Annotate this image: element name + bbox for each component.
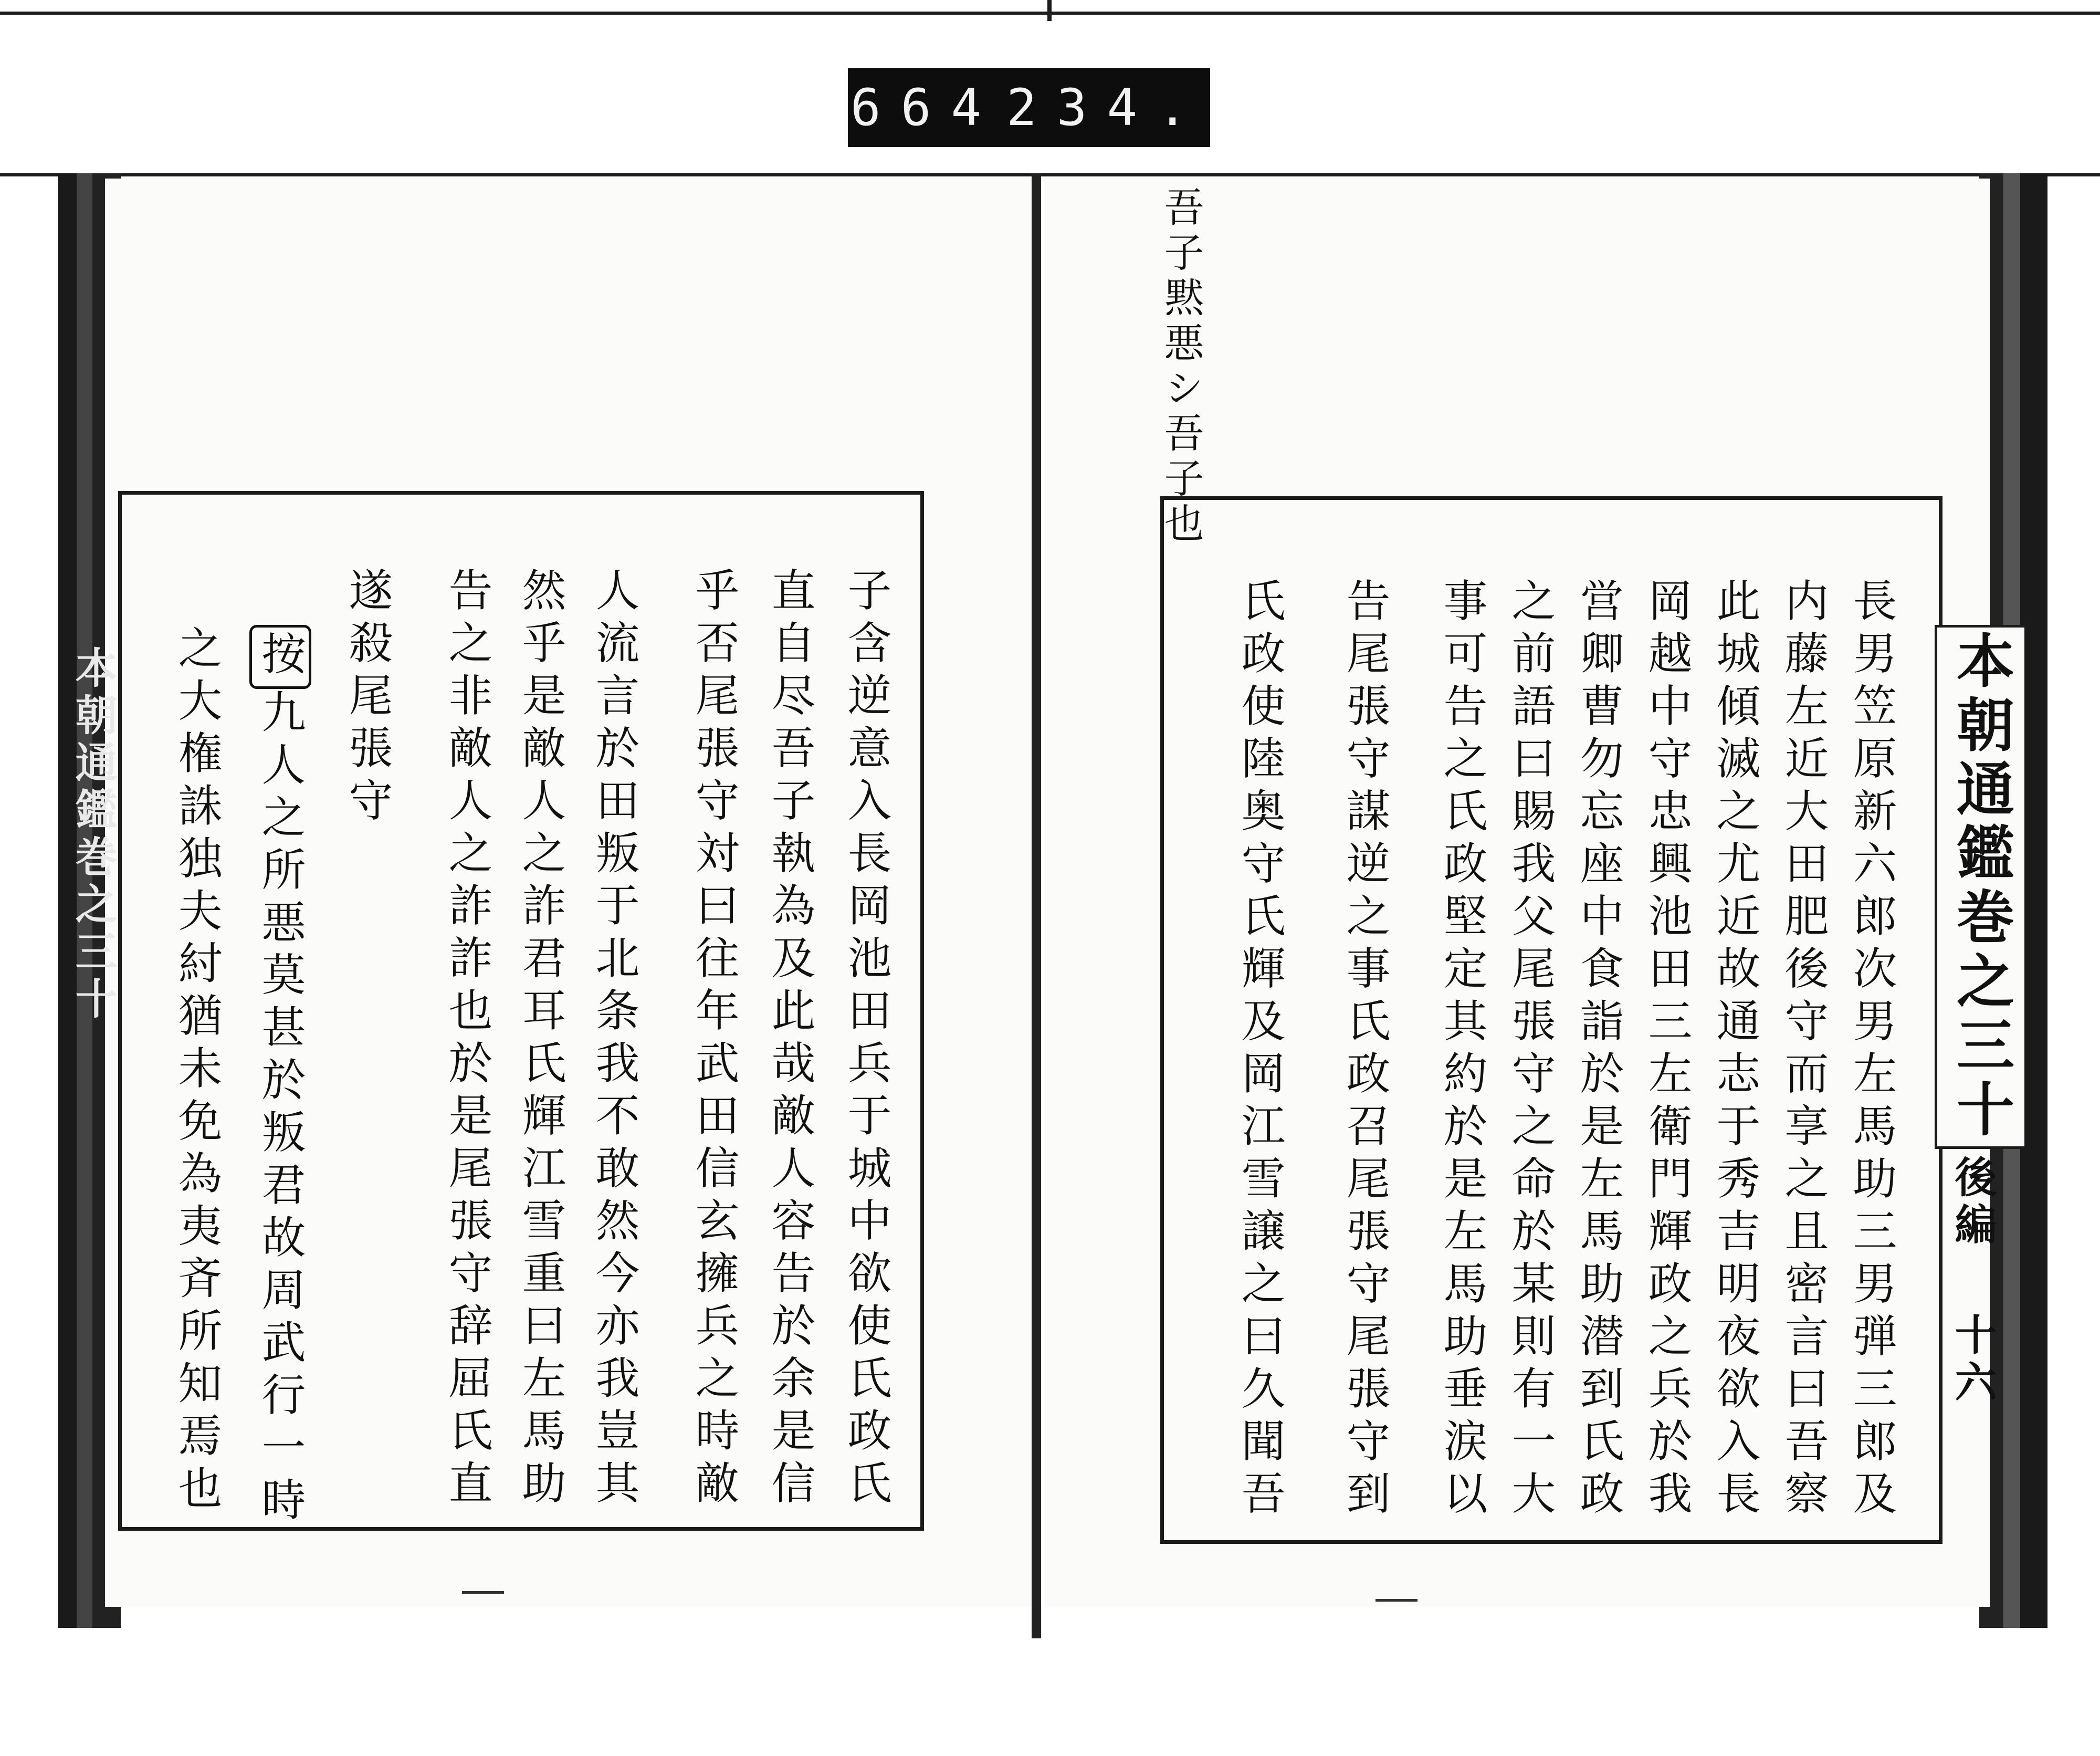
right-column-5: 営卿曹勿忘座中食詣於是左馬助潜到氏政 [1573, 578, 1624, 1523]
right-column-8: 告尾張守謀逆之事氏政召尾張守尾張守到 [1339, 578, 1391, 1523]
note-mark: 按 [249, 625, 311, 689]
frame-counter-label [848, 68, 1210, 147]
volume-title: 本朝通鑑巻之三十 [1935, 625, 2027, 1149]
left-column-6: 告之非敵人之詐詐也於是尾張守辞屈氏直 [442, 567, 493, 1512]
left-column-3: 乎否尾張守対曰往年武田信玄擁兵之時敵 [688, 567, 740, 1512]
left-column-7: 遂殺尾張守 [342, 567, 393, 830]
series-subtitle: 後編 [1948, 1155, 1997, 1250]
right-column-1: 長男笠原新六郎次男左馬助三男弾三郎及 [1846, 578, 1897, 1523]
right-column-9: 氏政使陸奥守氏輝及岡江雪譲之曰久聞吾 [1234, 578, 1286, 1523]
left-column-4: 人流言於田叛于北条我不敢然今亦我豈其 [589, 567, 640, 1512]
left-column-2: 直自尽吾子執為及此哉敵人容告於余是信 [764, 567, 816, 1512]
right-column-4: 岡越中守忠興池田三左衛門輝政之兵於我 [1641, 578, 1693, 1523]
note-column-2: 之大権誅独夫紂猶未免為夷斉所知焉也 [171, 625, 223, 1518]
bottom-tick [1376, 1599, 1418, 1602]
film-edge-upper [0, 173, 2100, 176]
right-column-2: 内藤左近大田肥後守而享之且密言曰吾察 [1778, 578, 1829, 1523]
folio-number: 十六 [1948, 1313, 1997, 1407]
left-column-5: 然乎是敵人之詐君耳氏輝江雪重曰左馬助 [515, 567, 566, 1512]
counter-left: 664 [850, 78, 1002, 137]
note-column-1-text: 九人之所悪莫甚於叛君故周武行一時 [255, 689, 306, 1529]
book-gutter [1032, 173, 1041, 1638]
left-column-1: 子含逆意入長岡池田兵于城中欲使氏政氏 [841, 567, 892, 1512]
film-divider [1047, 0, 1052, 21]
counter-right: 234. [1006, 78, 1208, 137]
right-column-7: 事可告之氏政堅定其約於是左馬助垂涙以 [1436, 578, 1488, 1523]
left-edge-title: 本朝通鑑巻之三十 [68, 646, 118, 1024]
handwritten-note: 吾子黙悪シ吾子也 [1158, 186, 1204, 548]
right-column-3: 此城傾滅之尤近故通志于秀吉明夜欲入長 [1709, 578, 1761, 1523]
right-column-6: 之前語曰賜我父尾張守之命於某則有一大 [1505, 578, 1556, 1523]
bottom-tick [462, 1591, 504, 1594]
note-column-1 [249, 625, 311, 1529]
